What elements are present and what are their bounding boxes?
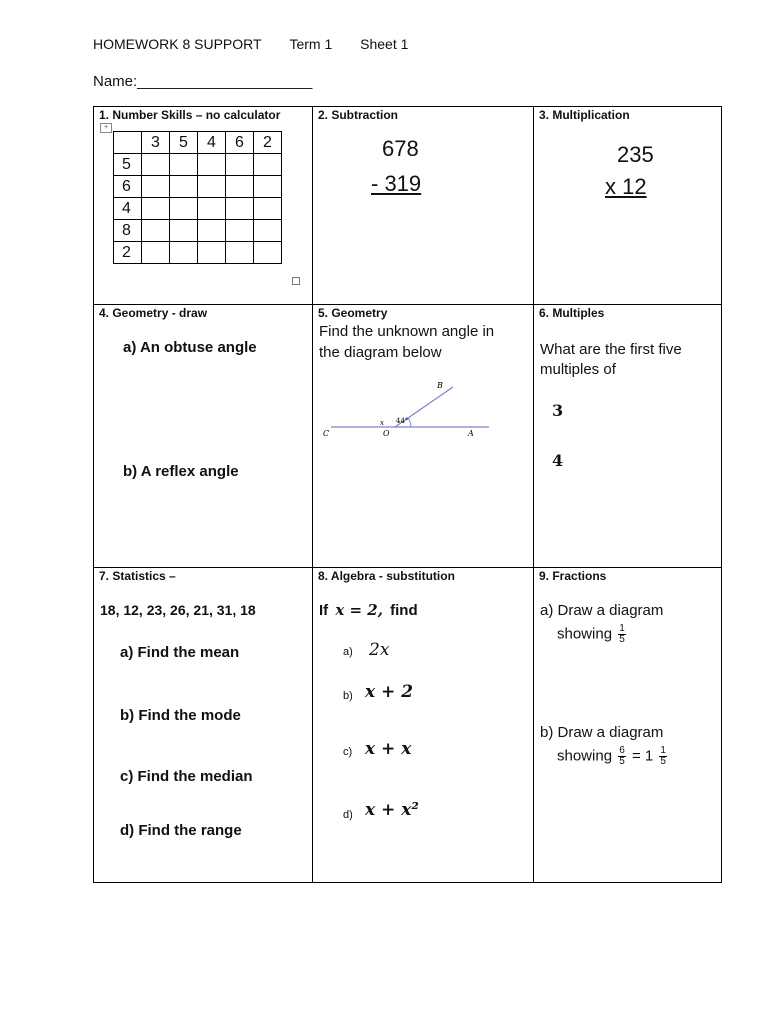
subtraction-top: 678 <box>382 136 419 161</box>
prompt-line: What are the first five <box>540 341 682 358</box>
angle-diagram <box>323 375 493 437</box>
cell-title: 2. Subtraction <box>318 108 399 122</box>
fraction-denominator: 5 <box>660 756 666 767</box>
answer-cell[interactable] <box>226 242 254 264</box>
answer-cell[interactable] <box>198 220 226 242</box>
sheet-title: HOMEWORK 8 SUPPORT <box>93 36 262 52</box>
cell-title: 5. Geometry <box>318 306 388 320</box>
question-b-showing <box>557 746 669 767</box>
col-header: 3 <box>142 132 170 154</box>
answer-cell[interactable] <box>198 154 226 176</box>
answer-cell[interactable] <box>142 242 170 264</box>
item-label: a) <box>343 646 353 658</box>
cell-title: 4. Geometry - draw <box>99 306 208 320</box>
col-header: 2 <box>254 132 282 154</box>
cell-multiples <box>534 305 723 567</box>
item-label: b) <box>343 690 353 702</box>
multiple-value: 4 <box>552 451 564 470</box>
cell-title: 8. Algebra - substitution <box>318 569 455 583</box>
intro-line <box>319 601 418 619</box>
prompt-line: the diagram below <box>319 344 442 361</box>
cell-number-skills <box>94 107 312 304</box>
answer-cell[interactable] <box>198 198 226 220</box>
label-a: A <box>468 429 474 437</box>
cell-title: 1. Number Skills – no calculator <box>99 108 281 122</box>
col-header: 6 <box>226 132 254 154</box>
answer-cell[interactable] <box>198 176 226 198</box>
angle-arc <box>408 418 411 427</box>
fraction-denominator: 5 <box>619 756 625 767</box>
item-label: c) <box>343 746 353 758</box>
intro-find: find <box>390 602 418 619</box>
multiple-value: 3 <box>552 401 564 420</box>
label-c: C <box>323 429 330 437</box>
question-d: d) Find the range <box>120 822 242 839</box>
cell-geometry-draw <box>94 305 312 567</box>
fraction <box>618 746 626 767</box>
cell-multiplication <box>534 107 723 304</box>
row-header: 5 <box>114 154 142 176</box>
answer-cell[interactable] <box>254 176 282 198</box>
fraction <box>618 624 626 645</box>
question-c: c) Find the median <box>120 768 253 785</box>
answer-cell[interactable] <box>142 154 170 176</box>
term-label: Term 1 <box>289 36 333 52</box>
answer-cell[interactable] <box>170 220 198 242</box>
question-a-showing <box>557 624 628 645</box>
answer-cell[interactable] <box>254 198 282 220</box>
answer-cell[interactable] <box>226 220 254 242</box>
cell-subtraction <box>313 107 533 304</box>
cell-title: 9. Fractions <box>539 569 607 583</box>
label-b: B <box>437 381 443 390</box>
cell-title: 6. Multiples <box>539 306 605 320</box>
cell-fractions <box>534 568 723 884</box>
cell-title: 7. Statistics – <box>99 569 176 583</box>
answer-cell[interactable] <box>226 154 254 176</box>
cell-title: 3. Multiplication <box>539 108 630 122</box>
sheet-label: Sheet 1 <box>360 36 409 52</box>
page-header <box>93 36 408 52</box>
name-field[interactable]: Name:_____________________ <box>93 73 313 90</box>
row-header: 4 <box>114 198 142 220</box>
prompt-line: multiples of <box>540 361 616 378</box>
cell-algebra <box>313 568 533 884</box>
showing-label: showing <box>557 625 613 643</box>
number-skills-table <box>113 131 282 264</box>
multiplication-top: 235 <box>617 142 654 167</box>
worksheet-grid <box>93 106 722 883</box>
intro-if: If <box>319 602 329 619</box>
answer-cell[interactable] <box>170 198 198 220</box>
fraction <box>659 746 667 767</box>
row-header: 2 <box>114 242 142 264</box>
col-header: 5 <box>170 132 198 154</box>
cell-statistics <box>94 568 312 884</box>
item-expression: 2x <box>369 640 390 660</box>
multiplication-bottom: x 12 <box>605 174 647 199</box>
fraction-numerator: 1 <box>660 745 666 756</box>
question-a-line: a) Draw a diagram <box>540 602 664 619</box>
label-x: x <box>380 419 384 427</box>
label-o: O <box>383 429 390 437</box>
answer-cell[interactable] <box>198 242 226 264</box>
intro-expression: x = 2, <box>335 601 383 619</box>
answer-cell[interactable] <box>170 154 198 176</box>
answer-cell[interactable] <box>142 176 170 198</box>
cell-geometry <box>313 305 533 567</box>
answer-cell[interactable] <box>254 220 282 242</box>
fraction-numerator: 6 <box>619 745 625 756</box>
row-header: 6 <box>114 176 142 198</box>
question-a: a) Find the mean <box>120 644 240 661</box>
answer-cell[interactable] <box>170 176 198 198</box>
answer-cell[interactable] <box>254 154 282 176</box>
item-expression: x + x <box>365 739 412 759</box>
prompt-line: Find the unknown angle in <box>319 323 495 340</box>
table-move-handle-icon[interactable]: + <box>100 123 112 133</box>
equals-sign: = 1 <box>631 747 654 765</box>
item-expression: x + 2 <box>365 682 414 702</box>
question-b: b) Find the mode <box>120 707 241 724</box>
item-expression: x + x² <box>365 800 419 820</box>
answer-cell[interactable] <box>142 198 170 220</box>
answer-cell[interactable] <box>142 220 170 242</box>
subtraction-bottom: - 319 <box>371 171 422 196</box>
question-b: b) A reflex angle <box>123 463 239 480</box>
answer-cell[interactable] <box>226 198 254 220</box>
showing-label: showing <box>557 747 613 765</box>
col-header: 4 <box>198 132 226 154</box>
question-a: a) An obtuse angle <box>123 339 257 356</box>
answer-cell[interactable] <box>170 242 198 264</box>
label-angle: 44° <box>396 417 409 425</box>
row-header: 8 <box>114 220 142 242</box>
data-set: 18, 12, 23, 26, 21, 31, 18 <box>100 602 256 618</box>
answer-cell[interactable] <box>254 242 282 264</box>
answer-cell[interactable] <box>226 176 254 198</box>
item-label: d) <box>343 809 353 821</box>
fraction-denominator: 5 <box>619 634 625 645</box>
table-corner-cell[interactable] <box>114 132 142 154</box>
fraction-numerator: 1 <box>619 623 625 634</box>
table-resize-handle-icon[interactable] <box>292 277 300 285</box>
question-b-line: b) Draw a diagram <box>540 724 664 741</box>
